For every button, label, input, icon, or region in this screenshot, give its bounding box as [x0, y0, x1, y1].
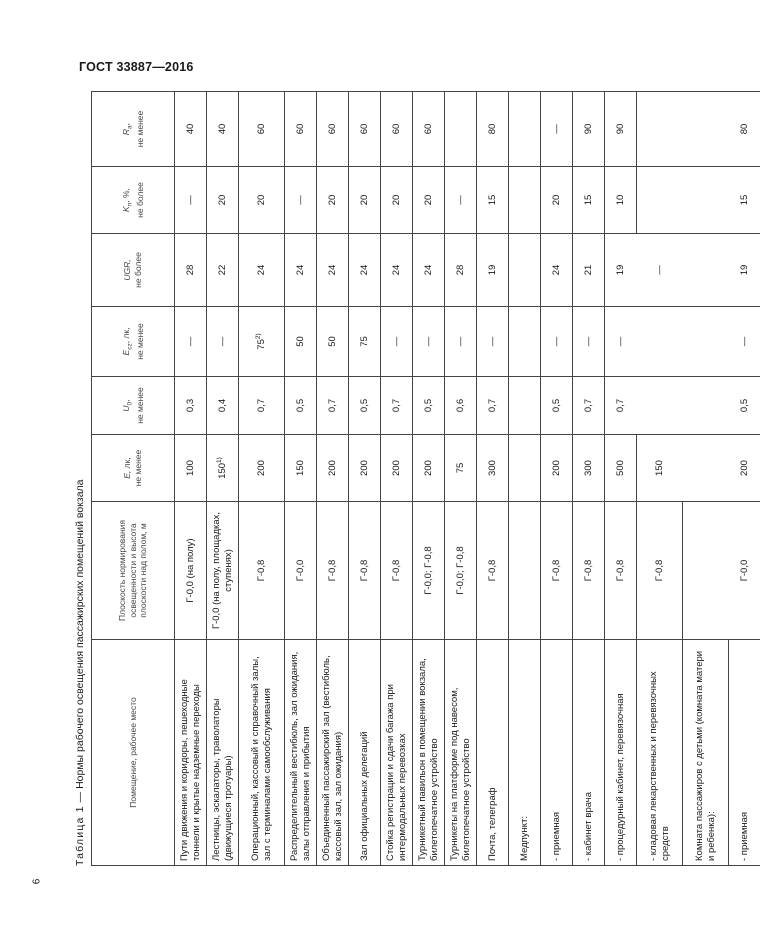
- cell-ra: [509, 92, 541, 167]
- cell-plane: [509, 502, 541, 640]
- col-ecz-sub: cz: [126, 343, 134, 350]
- table-row: [285, 92, 317, 866]
- col-ra-symbol: R: [120, 128, 131, 136]
- cell-kp: 15: [573, 167, 605, 234]
- col-plane: Плоскость нормирования освещенности и высота плоскости над полом, м: [92, 502, 175, 640]
- cell-room: Турникеты на платформе под навесом, билетопечатное устройство: [445, 640, 477, 866]
- cell-u0: [637, 377, 683, 435]
- cell-ra: 60: [285, 92, 317, 167]
- lighting-norms-table: [91, 91, 760, 866]
- cell-plane: Г-0,8: [573, 502, 605, 640]
- cell-ra: [683, 92, 729, 167]
- cell-plane: Г-0,8: [637, 502, 683, 640]
- cell-plane: Г-0,8: [349, 502, 381, 640]
- cell-u0: 0,6: [445, 377, 477, 435]
- cell-plane: Г-0,0; Г-0,8: [413, 502, 445, 640]
- cell-ecz: 75: [349, 307, 381, 377]
- cell-kp: [637, 167, 683, 234]
- cell-plane: Г-0,0; Г-0,8: [445, 502, 477, 640]
- cell-kp: 20: [381, 167, 413, 234]
- col-e-symbol: E,: [122, 470, 133, 479]
- cell-room: - кабинет врача: [573, 640, 605, 866]
- cell-ugr: 24: [349, 234, 381, 307]
- table-row: [477, 92, 509, 866]
- cell-u0: 0,5: [729, 377, 760, 435]
- cell-room: Комната пассажиров с детьми (комната матери и ребенка):: [683, 640, 729, 866]
- table-row: [207, 92, 239, 866]
- cell-u0: 0,7: [605, 377, 637, 435]
- cell-kp: 20: [541, 167, 573, 234]
- cell-u0: 0,7: [381, 377, 413, 435]
- cell-kp: 20: [317, 167, 349, 234]
- table-row: [317, 92, 349, 866]
- cell-ecz: —: [207, 307, 239, 377]
- col-kp: [92, 167, 175, 234]
- col-ra-min: не менее: [134, 110, 145, 148]
- cell-room: Почта, телеграф: [477, 640, 509, 866]
- cell-kp: [509, 167, 541, 234]
- cell-room: Объединенный пассажирский зал (вестибюль, кассовый зал, зал ожидания): [317, 640, 349, 866]
- cell-kp: —: [445, 167, 477, 234]
- cell-ra: 40: [207, 92, 239, 167]
- cell-ecz: —: [175, 307, 207, 377]
- cell-ugr: —: [637, 234, 683, 307]
- cell-ecz: [509, 307, 541, 377]
- col-ecz: [92, 307, 175, 377]
- cell-kp: —: [285, 167, 317, 234]
- cell-ugr: [683, 234, 729, 307]
- col-ecz-unit: , лк,: [120, 327, 131, 344]
- col-ugr-symbol: UGR,: [122, 259, 133, 281]
- footnote-ref: 2): [255, 333, 263, 340]
- cell-u0: [683, 377, 729, 435]
- cell-plane: Г-0,0 (на полу): [175, 502, 207, 640]
- col-kp-sub: п: [126, 202, 134, 207]
- cell-e: 200: [239, 435, 285, 502]
- table-caption: [69, 92, 91, 866]
- table-row: [413, 92, 445, 866]
- col-ra-sub: a: [126, 125, 134, 129]
- cell-u0: 0,3: [175, 377, 207, 435]
- table-row-group: [683, 92, 729, 866]
- cell-ra: [445, 92, 477, 167]
- col-ra-unit: ,: [120, 122, 131, 126]
- cell-kp: 20: [413, 167, 445, 234]
- cell-ugr: 19: [729, 234, 760, 307]
- cell-e: [683, 435, 729, 502]
- table-row: [381, 92, 413, 866]
- col-kp-symbol: K: [120, 206, 131, 212]
- col-u0: $U_0$, не менее: [92, 377, 175, 435]
- cell-u0: 0,5: [349, 377, 381, 435]
- cell-ugr: 24: [317, 234, 349, 307]
- cell-u0: 0,5: [413, 377, 445, 435]
- cell-u0: [509, 377, 541, 435]
- cell-e: 100: [175, 435, 207, 502]
- col-u0-min: не менее: [134, 387, 145, 424]
- cell-kp: 10: [605, 167, 637, 234]
- cell-room: Пути движения и коридоры, пешеходные тоннели и крытые надземные переходы: [175, 640, 207, 866]
- cell-kp: 20: [207, 167, 239, 234]
- cell-e: 300: [477, 435, 509, 502]
- col-ugr: [92, 234, 175, 307]
- col-room: Помещение, рабочее место: [92, 640, 175, 866]
- cell-ecz: [239, 307, 285, 377]
- cell-u0: 0,7: [573, 377, 605, 435]
- cell-ugr: 28: [175, 234, 207, 307]
- footnote-ref: 1): [216, 457, 224, 463]
- cell-ecz: [683, 307, 729, 377]
- rotated-table-block: [69, 92, 750, 866]
- cell-ugr: 24: [541, 234, 573, 307]
- cell-kp: 15: [477, 167, 509, 234]
- cell-ecz: —: [477, 307, 509, 377]
- cell-room: Стойка регистрации и сдачи багажа при интермодальных перевозках: [381, 640, 413, 866]
- col-kp-unit: , %,: [120, 188, 131, 203]
- cell-kp: 20: [349, 167, 381, 234]
- cell-u0: 0,7: [317, 377, 349, 435]
- cell-plane: Г-0,0 (на полу, площадках, ступенях): [207, 502, 239, 640]
- cell-e: [509, 435, 541, 502]
- document-title: ГОСТ 33887—2016: [79, 60, 194, 74]
- cell-room: Зал официальных делегаций: [349, 640, 381, 866]
- cell-ecz: —: [413, 307, 445, 377]
- cell-plane: Г-0,8: [541, 502, 573, 640]
- cell-ecz: [637, 307, 683, 377]
- col-ra: [92, 92, 175, 167]
- table-row: [239, 92, 285, 866]
- cell-e-value: 150: [217, 462, 229, 479]
- cell-ra: —: [541, 92, 573, 167]
- table-row: [349, 92, 381, 866]
- col-e-min: не менее: [133, 449, 143, 487]
- cell-room: Операционный, кассовый и справочный залы, зал с терминалами самообслуживания: [239, 640, 285, 866]
- cell-ecz: —: [729, 307, 760, 377]
- cell-ecz-value: 75: [256, 339, 268, 350]
- col-ugr-min: не более: [133, 252, 143, 288]
- cell-ra: [637, 92, 683, 167]
- cell-e: 75: [445, 435, 477, 502]
- cell-ugr: 19: [477, 234, 509, 307]
- table-row: [573, 92, 605, 866]
- table-row: [729, 92, 760, 866]
- cell-ecz: —: [381, 307, 413, 377]
- col-u0-symbol: U: [120, 405, 131, 412]
- cell-ugr: 21: [573, 234, 605, 307]
- table-row: [605, 92, 637, 866]
- cell-u0: 0,4: [207, 377, 239, 435]
- cell-room: - приемная: [729, 640, 760, 866]
- page-number-text: 6: [31, 878, 43, 885]
- cell-e: 200: [381, 435, 413, 502]
- table-row: [175, 92, 207, 866]
- table-row-group: [509, 92, 541, 866]
- cell-plane: [683, 502, 729, 640]
- cell-ugr: 24: [239, 234, 285, 307]
- cell-ra: 60: [413, 92, 445, 167]
- cell-room: - кладовая лекарственных и перевязочных средств: [637, 640, 683, 866]
- cell-ra: 60: [239, 92, 285, 167]
- cell-e: 150: [285, 435, 317, 502]
- cell-ugr: 24: [285, 234, 317, 307]
- page-number: [31, 876, 43, 887]
- cell-e: 200: [729, 435, 760, 502]
- cell-kp: —: [175, 167, 207, 234]
- cell-e: 300: [573, 435, 605, 502]
- cell-e: [207, 435, 239, 502]
- col-e-unit: лк,: [122, 457, 133, 469]
- cell-ra: 60: [381, 92, 413, 167]
- cell-ecz: —: [541, 307, 573, 377]
- cell-ugr: 19: [605, 234, 637, 307]
- cell-ugr: 24: [381, 234, 413, 307]
- col-ecz-min: не менее: [134, 323, 145, 360]
- cell-room: Лестницы, эскалаторы, траволаторы (движущиеся тротуары): [207, 640, 239, 866]
- cell-plane: Г-0,8: [239, 502, 285, 640]
- cell-ecz: 50: [285, 307, 317, 377]
- table-header-row: [92, 92, 175, 866]
- cell-ecz: —: [445, 307, 477, 377]
- cell-ecz: 50: [317, 307, 349, 377]
- cell-e: 500: [605, 435, 637, 502]
- cell-plane: Г-0,0: [729, 502, 760, 640]
- cell-ra: 60: [349, 92, 381, 167]
- cell-ra: 40: [175, 92, 207, 167]
- cell-u0: 0,5: [285, 377, 317, 435]
- cell-ra: 60: [317, 92, 349, 167]
- cell-ecz: —: [605, 307, 637, 377]
- cell-ra: 80: [477, 92, 509, 167]
- cell-room: Распределительный вестибюль, зал ожидания, залы отправления и прибытия: [285, 640, 317, 866]
- cell-e: 200: [349, 435, 381, 502]
- cell-kp: 20: [239, 167, 285, 234]
- cell-plane: Г-0,0: [285, 502, 317, 640]
- cell-ugr: [509, 234, 541, 307]
- cell-ra: 90: [605, 92, 637, 167]
- cell-plane: Г-0,8: [477, 502, 509, 640]
- cell-ra: 80: [729, 92, 760, 167]
- table-caption-text: — Нормы рабочего освещения пассажирских помещений вокзала: [74, 479, 86, 803]
- cell-plane: Г-0,8: [381, 502, 413, 640]
- cell-plane: Г-0,8: [317, 502, 349, 640]
- col-ecz-symbol: E: [120, 349, 131, 356]
- cell-room: - процедурный кабинет, перевязочная: [605, 640, 637, 866]
- cell-kp: 15: [729, 167, 760, 234]
- cell-u0: 0,7: [477, 377, 509, 435]
- cell-ra: 90: [573, 92, 605, 167]
- cell-e: 200: [541, 435, 573, 502]
- table-row: [541, 92, 573, 866]
- table-row: [445, 92, 477, 866]
- cell-ugr: 22: [207, 234, 239, 307]
- table-row: [637, 92, 683, 866]
- cell-ecz: —: [573, 307, 605, 377]
- col-kp-max: не более: [134, 182, 145, 218]
- cell-e: 200: [413, 435, 445, 502]
- col-e: [92, 435, 175, 502]
- cell-ugr: 24: [413, 234, 445, 307]
- table-caption-prefix: Таблица 1: [74, 805, 86, 866]
- cell-room: Турникетный павильон в помещении вокзала, билетопечатное устройство: [413, 640, 445, 866]
- cell-ugr: 28: [445, 234, 477, 307]
- cell-e: 200: [317, 435, 349, 502]
- cell-u0: 0,5: [541, 377, 573, 435]
- cell-e: 150: [637, 435, 683, 502]
- cell-room: Медпункт:: [509, 640, 541, 866]
- cell-u0: 0,7: [239, 377, 285, 435]
- col-u0-sub: 0: [126, 401, 134, 406]
- cell-plane: Г-0,8: [605, 502, 637, 640]
- cell-room: - приемная: [541, 640, 573, 866]
- cell-kp: [683, 167, 729, 234]
